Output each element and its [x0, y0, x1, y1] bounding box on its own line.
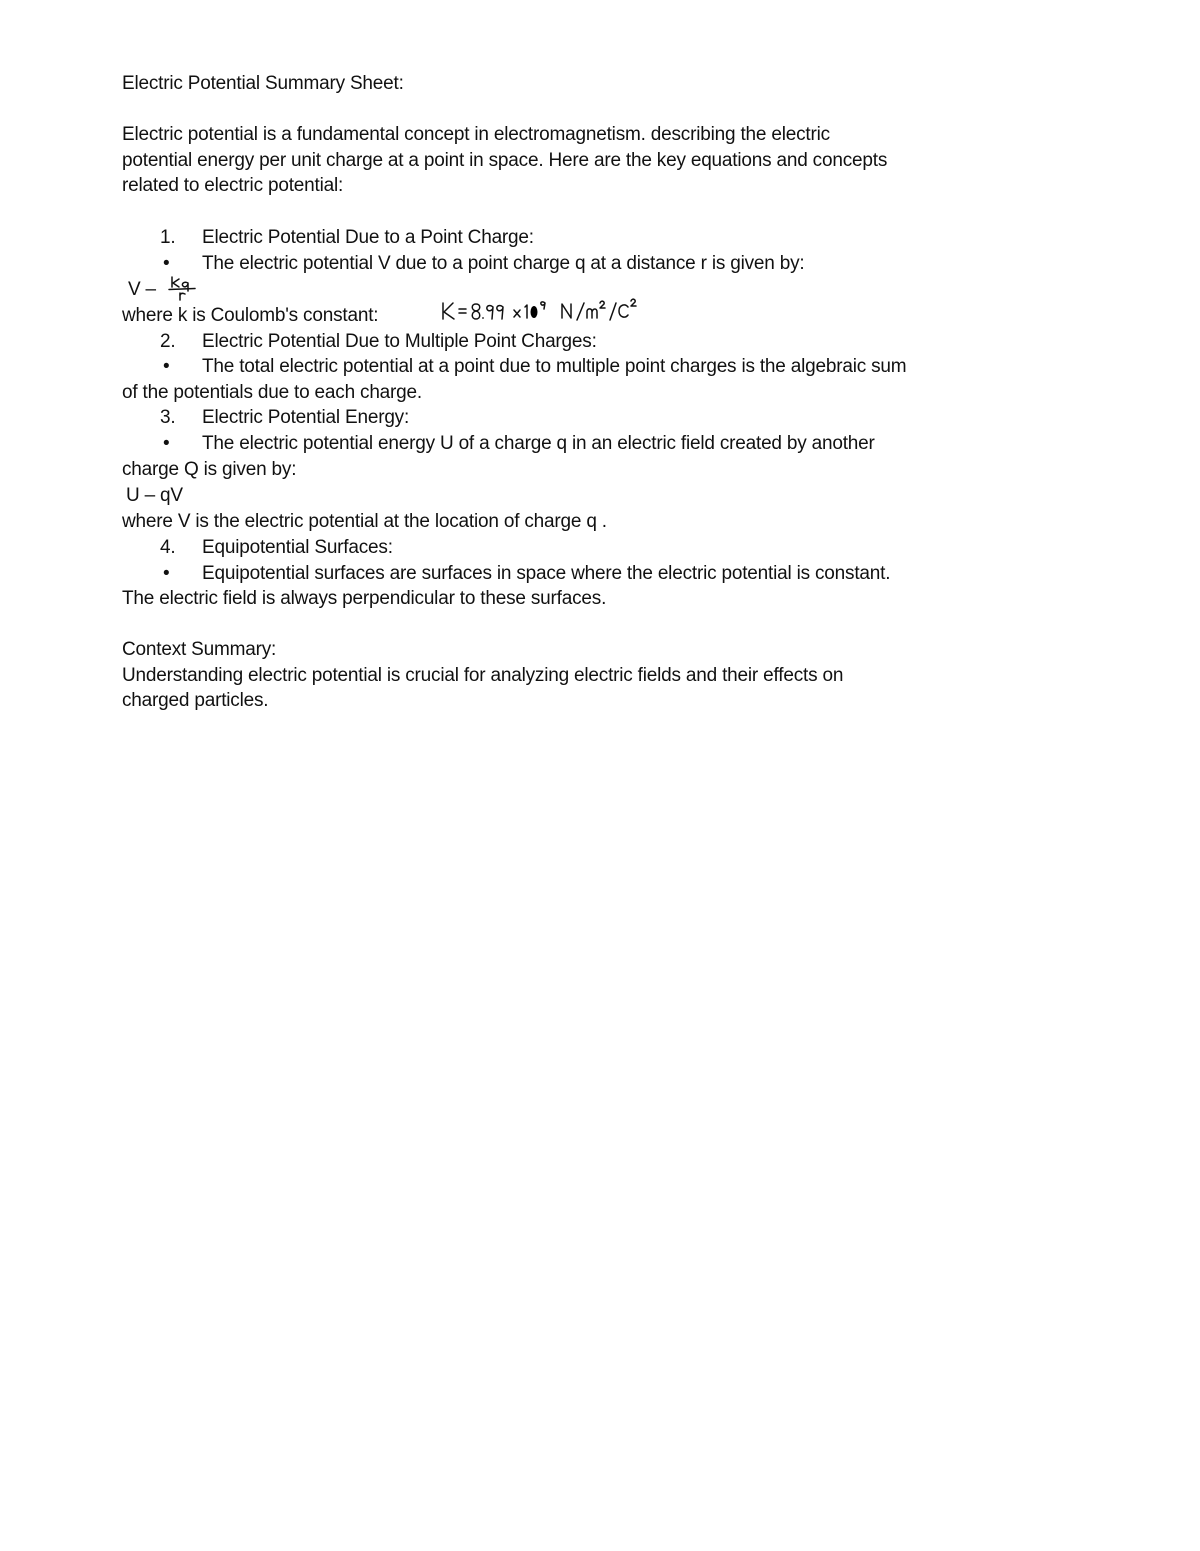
section-1-where-line: where k is Coulomb's constant: — [122, 305, 379, 326]
section-1-formula-prefix: V – — [128, 279, 156, 300]
context-line-2: charged particles. — [122, 690, 269, 711]
section-1-bullet: • — [163, 253, 170, 274]
section-2-continuation: of the potentials due to each charge. — [122, 382, 422, 403]
section-3-formula: U – qV — [126, 485, 183, 506]
context-line-1: Understanding electric potential is crucial for analyzing electric fields and their effects on — [122, 665, 844, 686]
document-title: Electric Potential Summary Sheet: — [122, 73, 404, 94]
section-4-number: 4. — [160, 537, 176, 558]
section-3-bullet-text: The electric potential energy U of a charge q in an electric field created by another — [202, 433, 875, 454]
section-3-heading: Electric Potential Energy: — [202, 407, 410, 428]
section-4-heading: Equipotential Surfaces: — [202, 537, 393, 558]
handwritten-fraction-kq-over-r — [166, 274, 200, 304]
section-1-bullet-text: The electric potential V due to a point charge q at a distance r is given by: — [202, 253, 805, 274]
section-2-heading: Electric Potential Due to Multiple Point Charges: — [202, 331, 597, 352]
section-2-bullet: • — [163, 356, 170, 377]
section-3-bullet: • — [163, 433, 170, 454]
intro-line-1: Electric potential is a fundamental concept in electromagnetism. describing the electric — [122, 124, 830, 145]
section-3-number: 3. — [160, 407, 176, 428]
section-1-number: 1. — [160, 227, 176, 248]
section-3-where-line: where V is the electric potential at the location of charge q . — [122, 511, 607, 532]
intro-line-3: related to electric potential: — [122, 175, 344, 196]
context-heading: Context Summary: — [122, 639, 277, 660]
section-1-heading: Electric Potential Due to a Point Charge: — [202, 227, 534, 248]
section-4-bullet-text: Equipotential surfaces are surfaces in space where the electric potential is constant. — [202, 563, 891, 584]
intro-line-2: potential energy per unit charge at a point in space. Here are the key equations and concepts — [122, 150, 888, 171]
section-3-continuation: charge Q is given by: — [122, 459, 297, 480]
section-2-bullet-text: The total electric potential at a point due to multiple point charges is the algebraic sum — [202, 356, 907, 377]
section-4-continuation: The electric field is always perpendicular to these surfaces. — [122, 588, 607, 609]
section-2-number: 2. — [160, 331, 176, 352]
handwritten-coulomb-constant — [438, 294, 643, 330]
section-4-bullet: • — [163, 563, 170, 584]
